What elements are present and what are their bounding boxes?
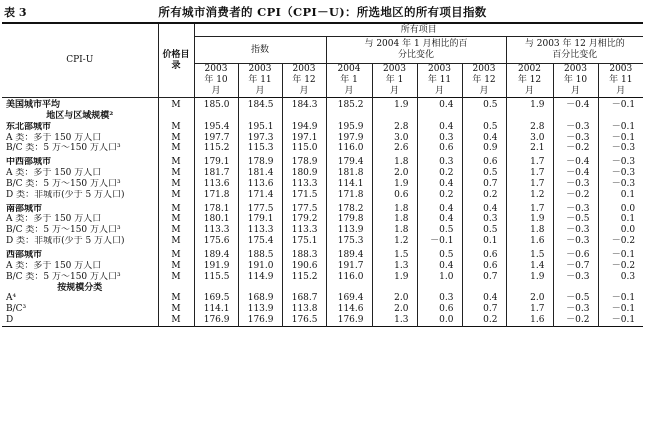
row-label: A 类：多于 150 万人口 <box>2 133 158 144</box>
row-value: 114.6 <box>326 304 372 315</box>
row-catalog: M <box>158 250 194 261</box>
period-header: 2003 年 11 月 <box>417 64 462 98</box>
row-value: 189.4 <box>326 250 372 261</box>
row-value: 171.8 <box>194 190 238 201</box>
row-label: 中西部城市 <box>2 157 158 168</box>
row-value: 0.2 <box>417 168 462 179</box>
table-title: 所有城市消费者的 CPI（CPI－U)：所选地区的所有项目指数 <box>158 5 487 19</box>
row-value: 1.8 <box>372 157 417 168</box>
row-value: 0.6 <box>417 143 462 154</box>
row-value: －0.2 <box>553 190 598 201</box>
row-value: 0.6 <box>462 157 506 168</box>
row-value: 1.4 <box>506 261 553 272</box>
row-value: 3.0 <box>372 133 417 144</box>
row-value: 0.5 <box>462 122 506 133</box>
period-header: 2003 年 10 月 <box>194 64 238 98</box>
row-value: 1.7 <box>506 204 553 215</box>
row-value: 1.5 <box>372 250 417 261</box>
row-value: 197.1 <box>282 133 326 144</box>
row-value: －0.2 <box>553 315 598 326</box>
row-value: －0.2 <box>553 143 598 154</box>
row-label: A⁴ <box>2 293 158 304</box>
row-value: －0.3 <box>611 178 636 189</box>
row-value: 0.2 <box>462 190 506 201</box>
row-label: A 类：多于 150 万人口 <box>2 261 158 272</box>
row-value: 2.0 <box>372 168 417 179</box>
table-row <box>2 204 643 215</box>
row-value: 113.6 <box>238 179 282 190</box>
weight-header: 价格目录 <box>158 23 194 98</box>
row-value: －0.3 <box>553 304 598 315</box>
row-value: 2.0 <box>372 304 417 315</box>
row-label: B/C 类：5 万～150 万人口³ <box>2 225 158 236</box>
row-value: 189.4 <box>194 250 238 261</box>
table-row <box>2 143 643 154</box>
row-value: 115.5 <box>194 272 238 283</box>
row-value: 0.4 <box>462 293 506 304</box>
row-value: 0.2 <box>462 315 506 326</box>
row-value: －0.3 <box>553 122 598 133</box>
row-label: B/C 类：5 万～150 万人口³ <box>2 272 158 283</box>
row-value: 0.7 <box>462 272 506 283</box>
row-value: 185.2 <box>326 98 372 111</box>
stub-header: CPI-U <box>2 23 158 98</box>
row-value: 0.1 <box>462 236 506 247</box>
row-value: －0.3 <box>553 236 598 247</box>
row-value: －0.4 <box>553 98 598 111</box>
row-value: 114.1 <box>194 304 238 315</box>
row-value: 0.2 <box>417 190 462 201</box>
row-value: 1.9 <box>506 98 553 111</box>
row-label: A 类：多于 150 万人口 <box>2 214 158 225</box>
row-value: 0.3 <box>417 133 462 144</box>
row-label: 南部城市 <box>2 204 158 215</box>
section-row <box>2 111 643 122</box>
row-value: －0.1 <box>611 121 636 132</box>
table-row <box>2 236 643 247</box>
row-value: －0.1 <box>611 249 636 260</box>
row-value: －0.3 <box>611 143 636 154</box>
row-value: 2.8 <box>372 122 417 133</box>
row-value: 2.0 <box>506 293 553 304</box>
row-catalog: M <box>158 157 194 168</box>
row-value: 113.3 <box>238 225 282 236</box>
row-value: 0.7 <box>462 304 506 315</box>
row-value: －0.2 <box>611 236 636 247</box>
row-value: 176.9 <box>326 315 372 326</box>
row-value: 113.3 <box>194 225 238 236</box>
row-value: 175.6 <box>194 236 238 247</box>
table-row <box>2 293 643 304</box>
row-value: 181.7 <box>194 168 238 179</box>
row-value: －0.3 <box>553 225 598 236</box>
row-catalog: M <box>158 272 194 283</box>
section-label: 按规模分类 <box>2 283 158 294</box>
row-value: 0.3 <box>462 214 506 225</box>
row-value: 115.3 <box>238 143 282 154</box>
row-value: 191.0 <box>238 261 282 272</box>
table-row <box>2 225 643 236</box>
row-value: 116.0 <box>326 143 372 154</box>
row-value: 0.9 <box>462 143 506 154</box>
row-value: 113.3 <box>282 179 326 190</box>
table-row <box>2 98 643 111</box>
row-value: －0.2 <box>611 260 636 271</box>
row-value: 0.0 <box>417 315 462 326</box>
row-value: 2.6 <box>372 143 417 154</box>
row-catalog: M <box>158 168 194 179</box>
row-value: 0.4 <box>462 204 506 215</box>
row-value: 0.6 <box>462 250 506 261</box>
row-value: 197.3 <box>238 133 282 144</box>
row-value: －0.1 <box>611 132 636 143</box>
row-value: 0.4 <box>462 133 506 144</box>
row-value: 169.4 <box>326 293 372 304</box>
row-value: －0.5 <box>553 293 598 304</box>
row-value: 115.2 <box>194 143 238 154</box>
row-value: －0.7 <box>553 261 598 272</box>
row-value: 1.8 <box>372 225 417 236</box>
row-catalog: M <box>158 225 194 236</box>
row-value: 1.9 <box>372 272 417 283</box>
row-value: 0.6 <box>462 261 506 272</box>
row-catalog: M <box>158 179 194 190</box>
row-value: 113.9 <box>238 304 282 315</box>
row-value: －0.3 <box>553 204 598 215</box>
row-value: 113.3 <box>282 225 326 236</box>
all-items-header: 所有项目 <box>194 23 643 37</box>
row-value: －0.4 <box>553 157 598 168</box>
row-value: 176.9 <box>238 315 282 326</box>
table-row <box>2 190 643 201</box>
row-value: 179.1 <box>238 214 282 225</box>
row-value: 114.1 <box>326 179 372 190</box>
table-row <box>2 272 643 283</box>
row-label: D 类：非城市(少于 5 万人口) <box>2 190 158 201</box>
row-value: 0.1 <box>620 189 636 200</box>
period-header: 2003 年 1 月 <box>372 64 417 98</box>
table-label: 表 3 <box>4 6 27 19</box>
table-row <box>2 179 643 190</box>
row-label: B/C 类：5 万～150 万人口³ <box>2 143 158 154</box>
row-catalog: M <box>158 133 194 144</box>
row-catalog: M <box>158 143 194 154</box>
row-value: 1.9 <box>506 214 553 225</box>
row-value: 180.9 <box>282 168 326 179</box>
row-label: 东北部城市 <box>2 122 158 133</box>
table-header <box>0 0 645 22</box>
row-value: 168.9 <box>238 293 282 304</box>
group-index-header: 指数 <box>194 37 326 64</box>
row-label: A 类：多于 150 万人口 <box>2 168 158 179</box>
row-value: 194.9 <box>282 122 326 133</box>
row-value: 1.5 <box>506 250 553 261</box>
row-value: 1.2 <box>506 190 553 201</box>
row-value: 175.3 <box>326 236 372 247</box>
row-value: －0.3 <box>553 272 598 283</box>
row-value: 181.8 <box>326 168 372 179</box>
row-value: －0.4 <box>553 168 598 179</box>
row-value: 195.9 <box>326 122 372 133</box>
row-value: 0.4 <box>417 214 462 225</box>
row-value: 197.9 <box>326 133 372 144</box>
row-value: 171.4 <box>238 190 282 201</box>
row-value: 188.3 <box>282 250 326 261</box>
row-value: 176.9 <box>194 315 238 326</box>
row-value: 180.1 <box>194 214 238 225</box>
row-value: 0.4 <box>417 98 462 111</box>
row-value: 0.6 <box>372 190 417 201</box>
row-value: 115.0 <box>282 143 326 154</box>
row-catalog: M <box>158 190 194 201</box>
row-value: 191.7 <box>326 261 372 272</box>
row-value: 0.5 <box>417 250 462 261</box>
row-value: 0.6 <box>417 304 462 315</box>
row-catalog: M <box>158 315 194 326</box>
row-value: 169.5 <box>194 293 238 304</box>
row-value: 1.7 <box>506 304 553 315</box>
row-value: 176.5 <box>282 315 326 326</box>
row-value: 115.2 <box>282 272 326 283</box>
row-catalog: M <box>158 122 194 133</box>
row-value: 114.9 <box>238 272 282 283</box>
row-value: 3.0 <box>506 133 553 144</box>
row-value: 1.9 <box>372 98 417 111</box>
row-value: 113.6 <box>194 179 238 190</box>
row-label: 西部城市 <box>2 250 158 261</box>
cpi-table <box>2 22 643 327</box>
row-label: B/C 类：5 万～150 万人口³ <box>2 179 158 190</box>
row-value: 116.0 <box>326 272 372 283</box>
row-value: 197.7 <box>194 133 238 144</box>
row-value: 0.5 <box>462 225 506 236</box>
row-value: 171.8 <box>326 190 372 201</box>
row-value: 0.0 <box>620 203 636 214</box>
section-row <box>2 283 643 294</box>
row-value: 0.4 <box>417 122 462 133</box>
row-value: 1.8 <box>372 204 417 215</box>
row-value: 0.1 <box>620 214 636 225</box>
row-value: 0.4 <box>417 179 462 190</box>
row-value: －0.1 <box>611 293 636 304</box>
row-value: 0.4 <box>417 204 462 215</box>
row-value: 191.9 <box>194 261 238 272</box>
row-value: 190.6 <box>282 261 326 272</box>
table-row <box>2 157 643 168</box>
table-row <box>2 250 643 261</box>
row-value: 2.1 <box>506 143 553 154</box>
row-value: －0.3 <box>553 133 598 144</box>
row-value: 168.7 <box>282 293 326 304</box>
row-value: 184.3 <box>282 98 326 111</box>
row-value: 1.2 <box>372 236 417 247</box>
section-label: 地区与区域规模² <box>2 111 158 122</box>
row-value: 113.9 <box>326 225 372 236</box>
row-value: 1.8 <box>506 225 553 236</box>
row-value: －0.3 <box>553 179 598 190</box>
row-value: 0.5 <box>462 98 506 111</box>
row-value: 1.8 <box>372 214 417 225</box>
row-value: －0.1 <box>611 304 636 315</box>
row-value: 178.9 <box>282 157 326 168</box>
row-catalog: M <box>158 293 194 304</box>
row-value: 1.7 <box>506 157 553 168</box>
row-value: 0.4 <box>417 261 462 272</box>
row-catalog: M <box>158 214 194 225</box>
row-value: 177.5 <box>238 204 282 215</box>
row-catalog: M <box>158 304 194 315</box>
row-value: 1.7 <box>506 168 553 179</box>
period-header: 2003 年 11 月 <box>609 64 633 96</box>
row-value: 195.1 <box>238 122 282 133</box>
period-header: 2003 年 12 月 <box>462 64 506 98</box>
period-header: 2003 年 10 月 <box>553 64 598 98</box>
row-value: 1.7 <box>506 179 553 190</box>
row-value: 2.8 <box>506 122 553 133</box>
row-value: 1.6 <box>506 315 553 326</box>
row-value: 181.4 <box>238 168 282 179</box>
row-catalog: M <box>158 204 194 215</box>
row-value: 179.8 <box>326 214 372 225</box>
period-header: 2003 年 12 月 <box>282 64 326 98</box>
table-row <box>2 304 643 315</box>
row-value: －0.6 <box>553 250 598 261</box>
row-value: －0.3 <box>611 157 636 168</box>
row-value: －0.3 <box>611 168 636 179</box>
row-value: 175.4 <box>238 236 282 247</box>
table-row <box>2 214 643 225</box>
row-label: D <box>2 315 158 326</box>
table-row <box>2 315 643 326</box>
row-label: D 类：非城市(少于 5 万人口) <box>2 236 158 247</box>
row-value: －0.5 <box>553 214 598 225</box>
row-value: 178.2 <box>326 204 372 215</box>
row-value: 195.4 <box>194 122 238 133</box>
row-value: 0.3 <box>620 271 636 282</box>
group-vs-jan-header: 与 2004 年 1 月相比的百分比变化 <box>326 37 506 64</box>
row-value: 0.7 <box>462 179 506 190</box>
row-value: 1.3 <box>372 315 417 326</box>
table-row <box>2 122 643 133</box>
row-value: 0.0 <box>620 225 636 236</box>
table-row <box>2 168 643 179</box>
row-value: －0.1 <box>611 100 636 110</box>
row-value: 177.5 <box>282 204 326 215</box>
row-catalog: M <box>158 261 194 272</box>
row-value: －0.1 <box>417 236 462 247</box>
row-value: －0.1 <box>611 315 636 326</box>
row-catalog: M <box>158 236 194 247</box>
period-header: 2002 年 12 月 <box>506 64 553 98</box>
row-value: 178.9 <box>238 157 282 168</box>
row-value: 1.9 <box>372 179 417 190</box>
row-label: 美国城市平均 <box>2 98 158 111</box>
row-value: 0.3 <box>417 293 462 304</box>
row-value: 184.5 <box>238 98 282 111</box>
row-value: 178.1 <box>194 204 238 215</box>
row-catalog: M <box>158 98 194 111</box>
row-value: 1.3 <box>372 261 417 272</box>
row-value: 113.8 <box>282 304 326 315</box>
row-value: 179.2 <box>282 214 326 225</box>
row-value: 2.0 <box>372 293 417 304</box>
row-value: 0.5 <box>462 168 506 179</box>
period-header: 2003 年 11 月 <box>238 64 282 98</box>
group-vs-dec-header: 与 2003 年 12 月相比的百分比变化 <box>506 37 643 64</box>
row-value: 171.5 <box>282 190 326 201</box>
row-value: 0.5 <box>417 225 462 236</box>
row-value: 185.0 <box>194 98 238 111</box>
row-value: 179.4 <box>326 157 372 168</box>
table-row <box>2 133 643 144</box>
row-value: 175.1 <box>282 236 326 247</box>
row-value: 0.3 <box>417 157 462 168</box>
row-value: 188.5 <box>238 250 282 261</box>
row-value: 1.6 <box>506 236 553 247</box>
table-row <box>2 261 643 272</box>
row-value: 1.9 <box>506 272 553 283</box>
period-header: 2004 年 1 月 <box>326 64 372 98</box>
row-label: B/C³ <box>2 304 158 315</box>
row-value: 1.0 <box>417 272 462 283</box>
row-value: 179.1 <box>194 157 238 168</box>
